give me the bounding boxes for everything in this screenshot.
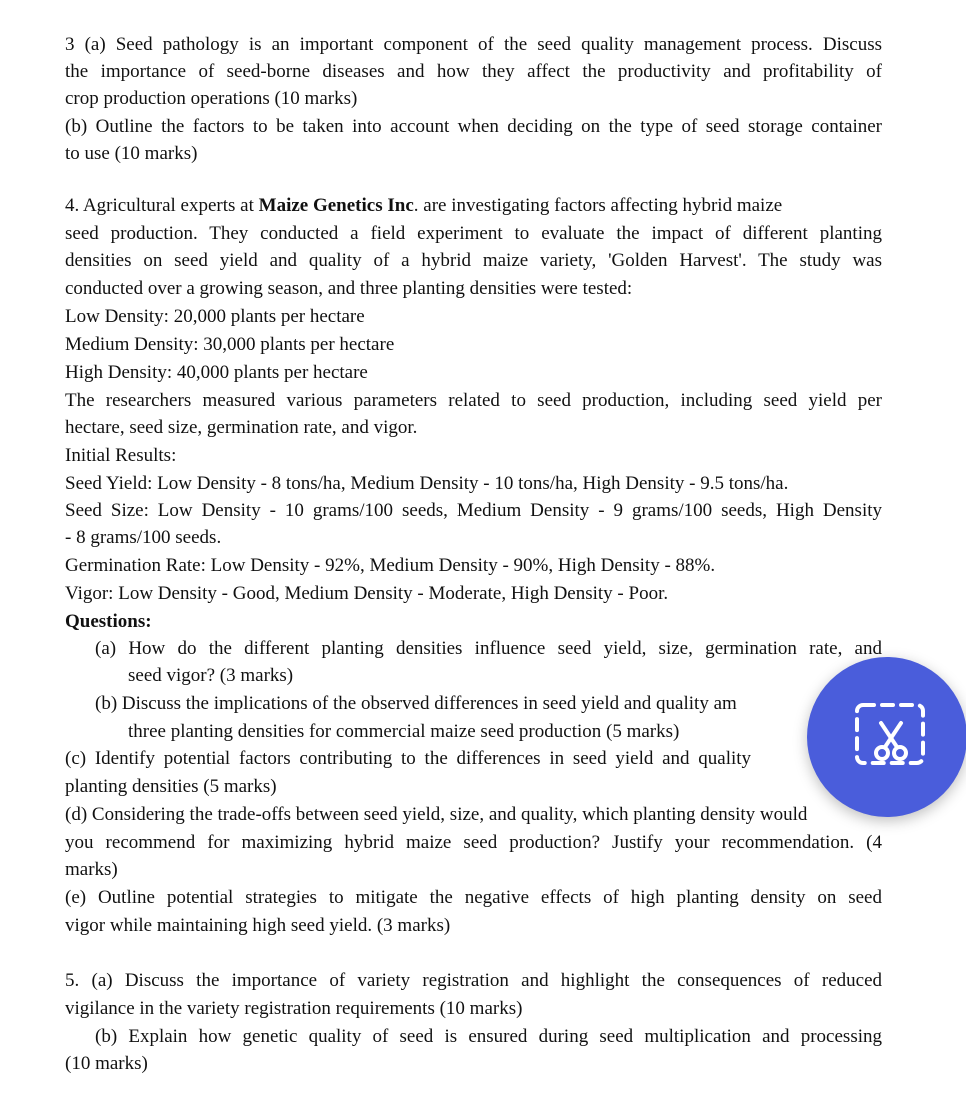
q4-params-line-2: hectare, seed size, germination rate, and vigor.	[65, 417, 418, 438]
q4-line-1	[65, 192, 882, 219]
q4-line-3: densities on seed yield and quality of a hybrid maize variety, 'Golden Harvest'. The study was	[65, 250, 882, 271]
questions-heading: Questions:	[65, 611, 152, 632]
q3a-line-1: 3 (a) Seed pathology is an important component of the seed quality management process. Discuss	[65, 34, 882, 55]
q4b-line-1: (b) Discuss the implications of the observed differences in seed yield and quality am	[95, 693, 737, 714]
medium-density-line: Medium Density: 30,000 plants per hectare	[65, 334, 395, 355]
initial-results-heading: Initial Results:	[65, 445, 177, 466]
low-density-line: Low Density: 20,000 plants per hectare	[65, 306, 365, 327]
q4a-line-2: seed vigor? (3 marks)	[128, 665, 294, 686]
company-name: Maize Genetics Inc	[258, 195, 414, 216]
vigor-line: Vigor: Low Density - Good, Medium Density - Moderate, High Density - Poor.	[65, 583, 669, 604]
q4-line-4: conducted over a growing season, and three planting densities were tested:	[65, 278, 633, 299]
q3b-line-1: (b) Outline the factors to be taken into account when deciding on the type of seed storage container	[65, 116, 882, 137]
seed-yield-line: Seed Yield: Low Density - 8 tons/ha, Medium Density - 10 tons/ha, High Density - 9.5 tons/ha.	[65, 473, 789, 494]
q5a-line-1: 5. (a) Discuss the importance of variety registration and highlight the consequences of reduced	[65, 970, 882, 991]
germination-rate-line: Germination Rate: Low Density - 92%, Medium Density - 90%, High Density - 88%.	[65, 555, 716, 576]
q4e-line-1: (e) Outline potential strategies to mitigate the negative effects of high planting density on seed	[65, 887, 882, 908]
seed-size-line-2: - 8 grams/100 seeds.	[65, 527, 222, 548]
q3b-line-2: to use (10 marks)	[65, 143, 198, 164]
q4-params-line-1: The researchers measured various parameters related to seed production, including seed yield per	[65, 390, 882, 411]
q3a-line-2: the importance of seed-borne diseases and how they affect the productivity and profitability of	[65, 61, 882, 82]
screenshot-edit-button[interactable]	[807, 657, 966, 817]
q4d-line-1: (d) Considering the trade-offs between seed yield, size, and quality, which planting density would	[65, 804, 808, 825]
q5a-line-2: vigilance in the variety registration requirements (10 marks)	[65, 998, 523, 1019]
q4c-line-2: planting densities (5 marks)	[65, 776, 277, 797]
q4-line-2: seed production. They conducted a field experiment to evaluate the impact of different planting	[65, 223, 882, 244]
q4c-line-1: (c) Identify potential factors contributing to the differences in seed yield and quality	[65, 748, 752, 769]
q3a-line-3: crop production operations (10 marks)	[65, 88, 358, 109]
seed-size-line-1: Seed Size: Low Density - 10 grams/100 seeds, Medium Density - 9 grams/100 seeds, High Density	[65, 500, 882, 521]
q5b-line-2: (10 marks)	[65, 1053, 148, 1074]
scissors-crop-icon	[851, 697, 931, 777]
q4b-line-2: three planting densities for commercial maize seed production (5 marks)	[128, 721, 680, 742]
q4-intro-text: 4. Agricultural experts at Maize Genetics Inc. are investigating factors affecting hybrid maize	[65, 195, 783, 216]
q4d-line-3: marks)	[65, 859, 118, 880]
q5b-line-1: (b) Explain how genetic quality of seed is ensured during seed multiplication and processing	[95, 1026, 882, 1047]
q4e-line-2: vigor while maintaining high seed yield. (3 marks)	[65, 915, 451, 936]
high-density-line: High Density: 40,000 plants per hectare	[65, 362, 368, 383]
q4a-line-1: (a) How do the different planting densities influence seed yield, size, germination rate, and	[95, 638, 882, 659]
q4d-line-2: you recommend for maximizing hybrid maize seed production? Justify your recommendation. (4	[65, 832, 882, 853]
